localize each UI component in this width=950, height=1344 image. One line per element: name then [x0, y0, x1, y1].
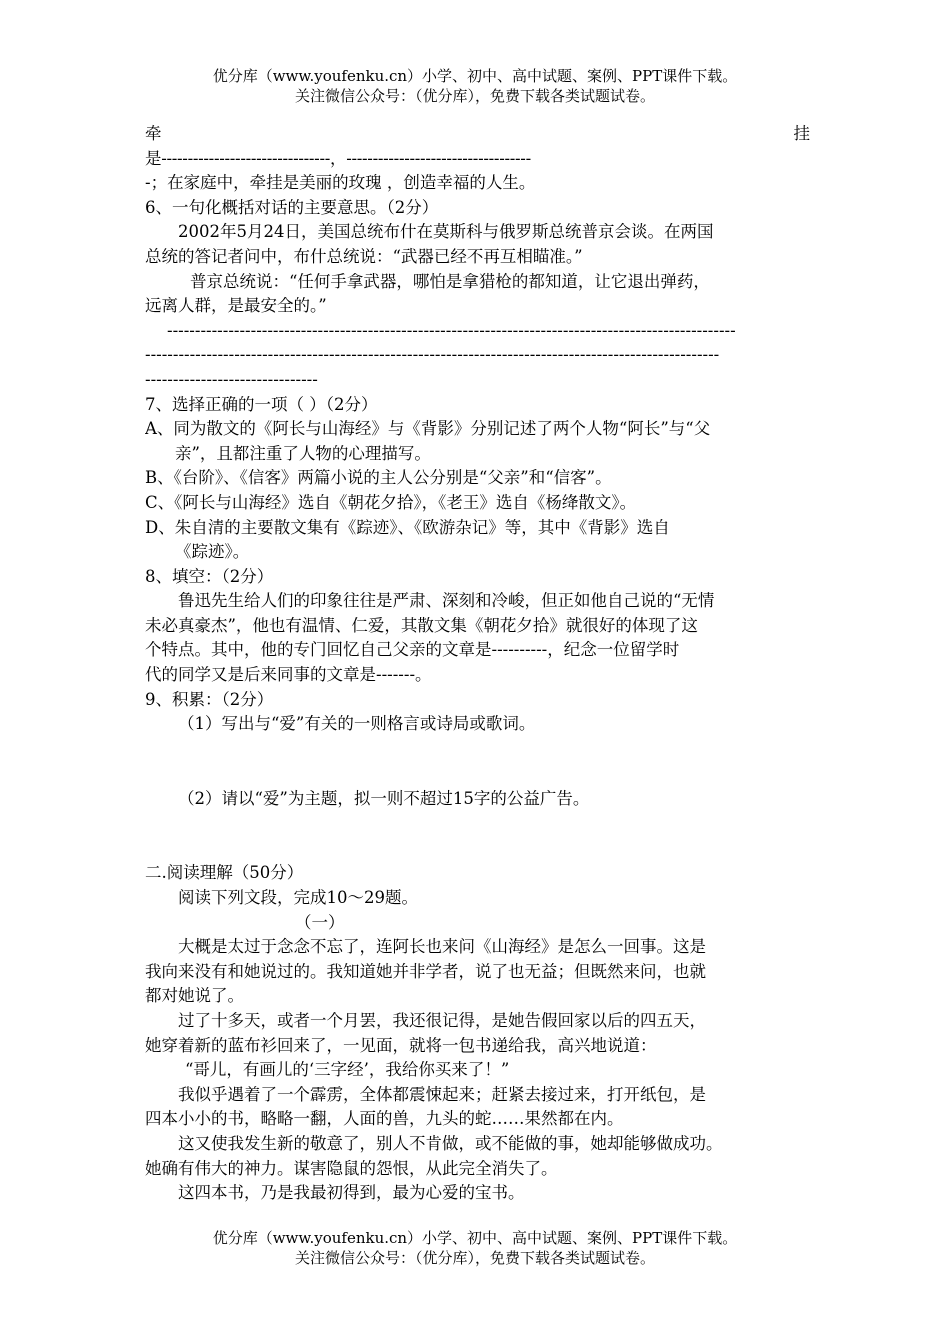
q8-line-3: 个特点。其中，他的专门回忆自己父亲的文章是----------，纪念一位留学时	[145, 640, 680, 660]
q5-word-right: 挂	[793, 124, 810, 143]
q5-tail-line-1	[145, 122, 810, 147]
document-body	[145, 122, 810, 1206]
q6-title: 6、一句化概括对话的主要意思。（2分）	[145, 197, 439, 217]
passage-para5-line2: 她确有伟大的神力。谋害隐鼠的怨恨，从此完全消失了。	[145, 1158, 558, 1178]
passage-para1-line1: 大概是太过于念念不忘了，连阿长也来问《山海经》是怎么一回事。这是	[178, 937, 706, 957]
q7-option-b: B、《台阶》、《信客》两篇小说的主人公分别是“父亲”和“信客”。	[145, 468, 612, 488]
q6-answer-line-1[interactable]: ------------------------------------------------------------------------------------------------------	[167, 320, 736, 340]
q7-option-a-line2: 亲”，且都注重了人物的心理描写。	[175, 443, 431, 463]
footer-line-1: 优分库（www.youfenku.cn）小学、初中、高中试题、案例、PPT课件下载。	[212, 1229, 738, 1247]
q9-title: 9、积累：（2分）	[145, 689, 274, 709]
q5-tail-line-2: 是--------------------------------，-----------------------------------	[145, 148, 531, 168]
q7-title: 7、选择正确的一项（ ）（2分）	[145, 394, 378, 414]
q7-option-c: C、《阿长与山海经》选自《朝花夕拾》，《老王》选自《杨绛散文》。	[145, 492, 637, 512]
section2-title: 二.阅读理解（50分）	[145, 863, 304, 883]
q5-word-left: 牵	[145, 124, 162, 143]
passage-para1-line3: 都对她说了。	[145, 986, 244, 1006]
q6-para2-line2: 远离人群，是最安全的。”	[145, 296, 327, 316]
header-line-2: 关注微信公众号：（优分库），免费下载各类试题试卷。	[294, 87, 655, 105]
q6-para2-line1: 普京总统说：“任何手拿武器，哪怕是拿猎枪的都知道，让它退出弹药，	[190, 271, 710, 291]
q9-sub-1: （1）写出与“爱”有关的一则格言或诗局或歌词。	[178, 714, 536, 734]
q6-answer-line-2[interactable]: -------------------------------------------------------------------------------------------------------	[145, 345, 720, 365]
q6-para1-line1: 2002年5月24日，美国总统布什在莫斯科与俄罗斯总统普京会谈。在两国	[178, 222, 714, 242]
q8-line-4: 代的同学又是后来同事的文章是-------。	[145, 665, 432, 685]
q8-title: 8、填空：（2分）	[145, 566, 274, 586]
q5-tail-line-3: -；在家庭中，牵挂是美丽的玫瑰 ，创造幸福的人生。	[145, 173, 536, 193]
q8-line-2: 未必真豪杰”，他也有温情、仁爱，其散文集《朝花夕拾》就很好的体现了这	[145, 615, 698, 635]
passage-para6: 这四本书，乃是我最初得到，最为心爱的宝书。	[178, 1183, 525, 1203]
passage-para5-line1: 这又使我发生新的敬意了，别人不肯做，或不能做的事，她却能够做成功。	[178, 1133, 723, 1153]
q8-line-1: 鲁迅先生给人们的印象往往是严肃、深刻和冷峻，但正如他自己说的“无情	[178, 591, 715, 611]
passage-para2-line1: 过了十多天，或者一个月罢，我还很记得，是她告假回家以后的四五天，	[178, 1011, 706, 1030]
footer-line-2: 关注微信公众号：（优分库），免费下载各类试题试卷。	[294, 1249, 655, 1267]
passage-para3: “哥儿，有画儿的‘三字经’，我给你买来了！”	[185, 1060, 510, 1080]
passage-para1-line2: 我向来没有和她说过的。我知道她并非学者，说了也无益；但既然来问，也就	[145, 961, 706, 981]
q7-option-d-line2: 《踪迹》。	[175, 542, 250, 562]
q7-option-a-line1: A、同为散文的《阿长与山海经》与《背影》分别记述了两个人物“阿长”与“父	[145, 419, 711, 439]
passage-para2-line2: 她穿着新的蓝布衫回来了，一见面，就将一包书递给我，高兴地说道：	[145, 1035, 657, 1055]
q7-option-d-line1: D、朱自清的主要散文集有《踪迹》、《欧游杂记》等，其中《背影》选自	[145, 517, 670, 537]
q6-answer-line-3[interactable]: -------------------------------	[145, 369, 318, 389]
q6-para1-line2: 总统的答记者问中，布什总统说：“武器已经不再互相瞄准。”	[145, 246, 583, 266]
q9-sub-2: （2）请以“爱”为主题，拟一则不超过15字的公益广告。	[178, 788, 590, 808]
section2-subtitle: （一）	[295, 912, 345, 932]
q9-answer-space-1[interactable]	[145, 737, 810, 787]
section2-instruction: 阅读下列文段，完成10～29题。	[178, 888, 418, 908]
q9-answer-space-2[interactable]	[145, 811, 810, 861]
passage-para4-line2: 四本小小的书，略略一翻，人面的兽，九头的蛇……果然都在内。	[145, 1109, 624, 1129]
passage-para4-line1: 我似乎遇着了一个霹雳，全体都震悚起来；赶紧去接过来，打开纸包，是	[178, 1084, 706, 1104]
page-header	[0, 66, 950, 106]
page-footer	[0, 1228, 950, 1268]
header-line-1: 优分库（www.youfenku.cn）小学、初中、高中试题、案例、PPT课件下载。	[212, 67, 738, 85]
